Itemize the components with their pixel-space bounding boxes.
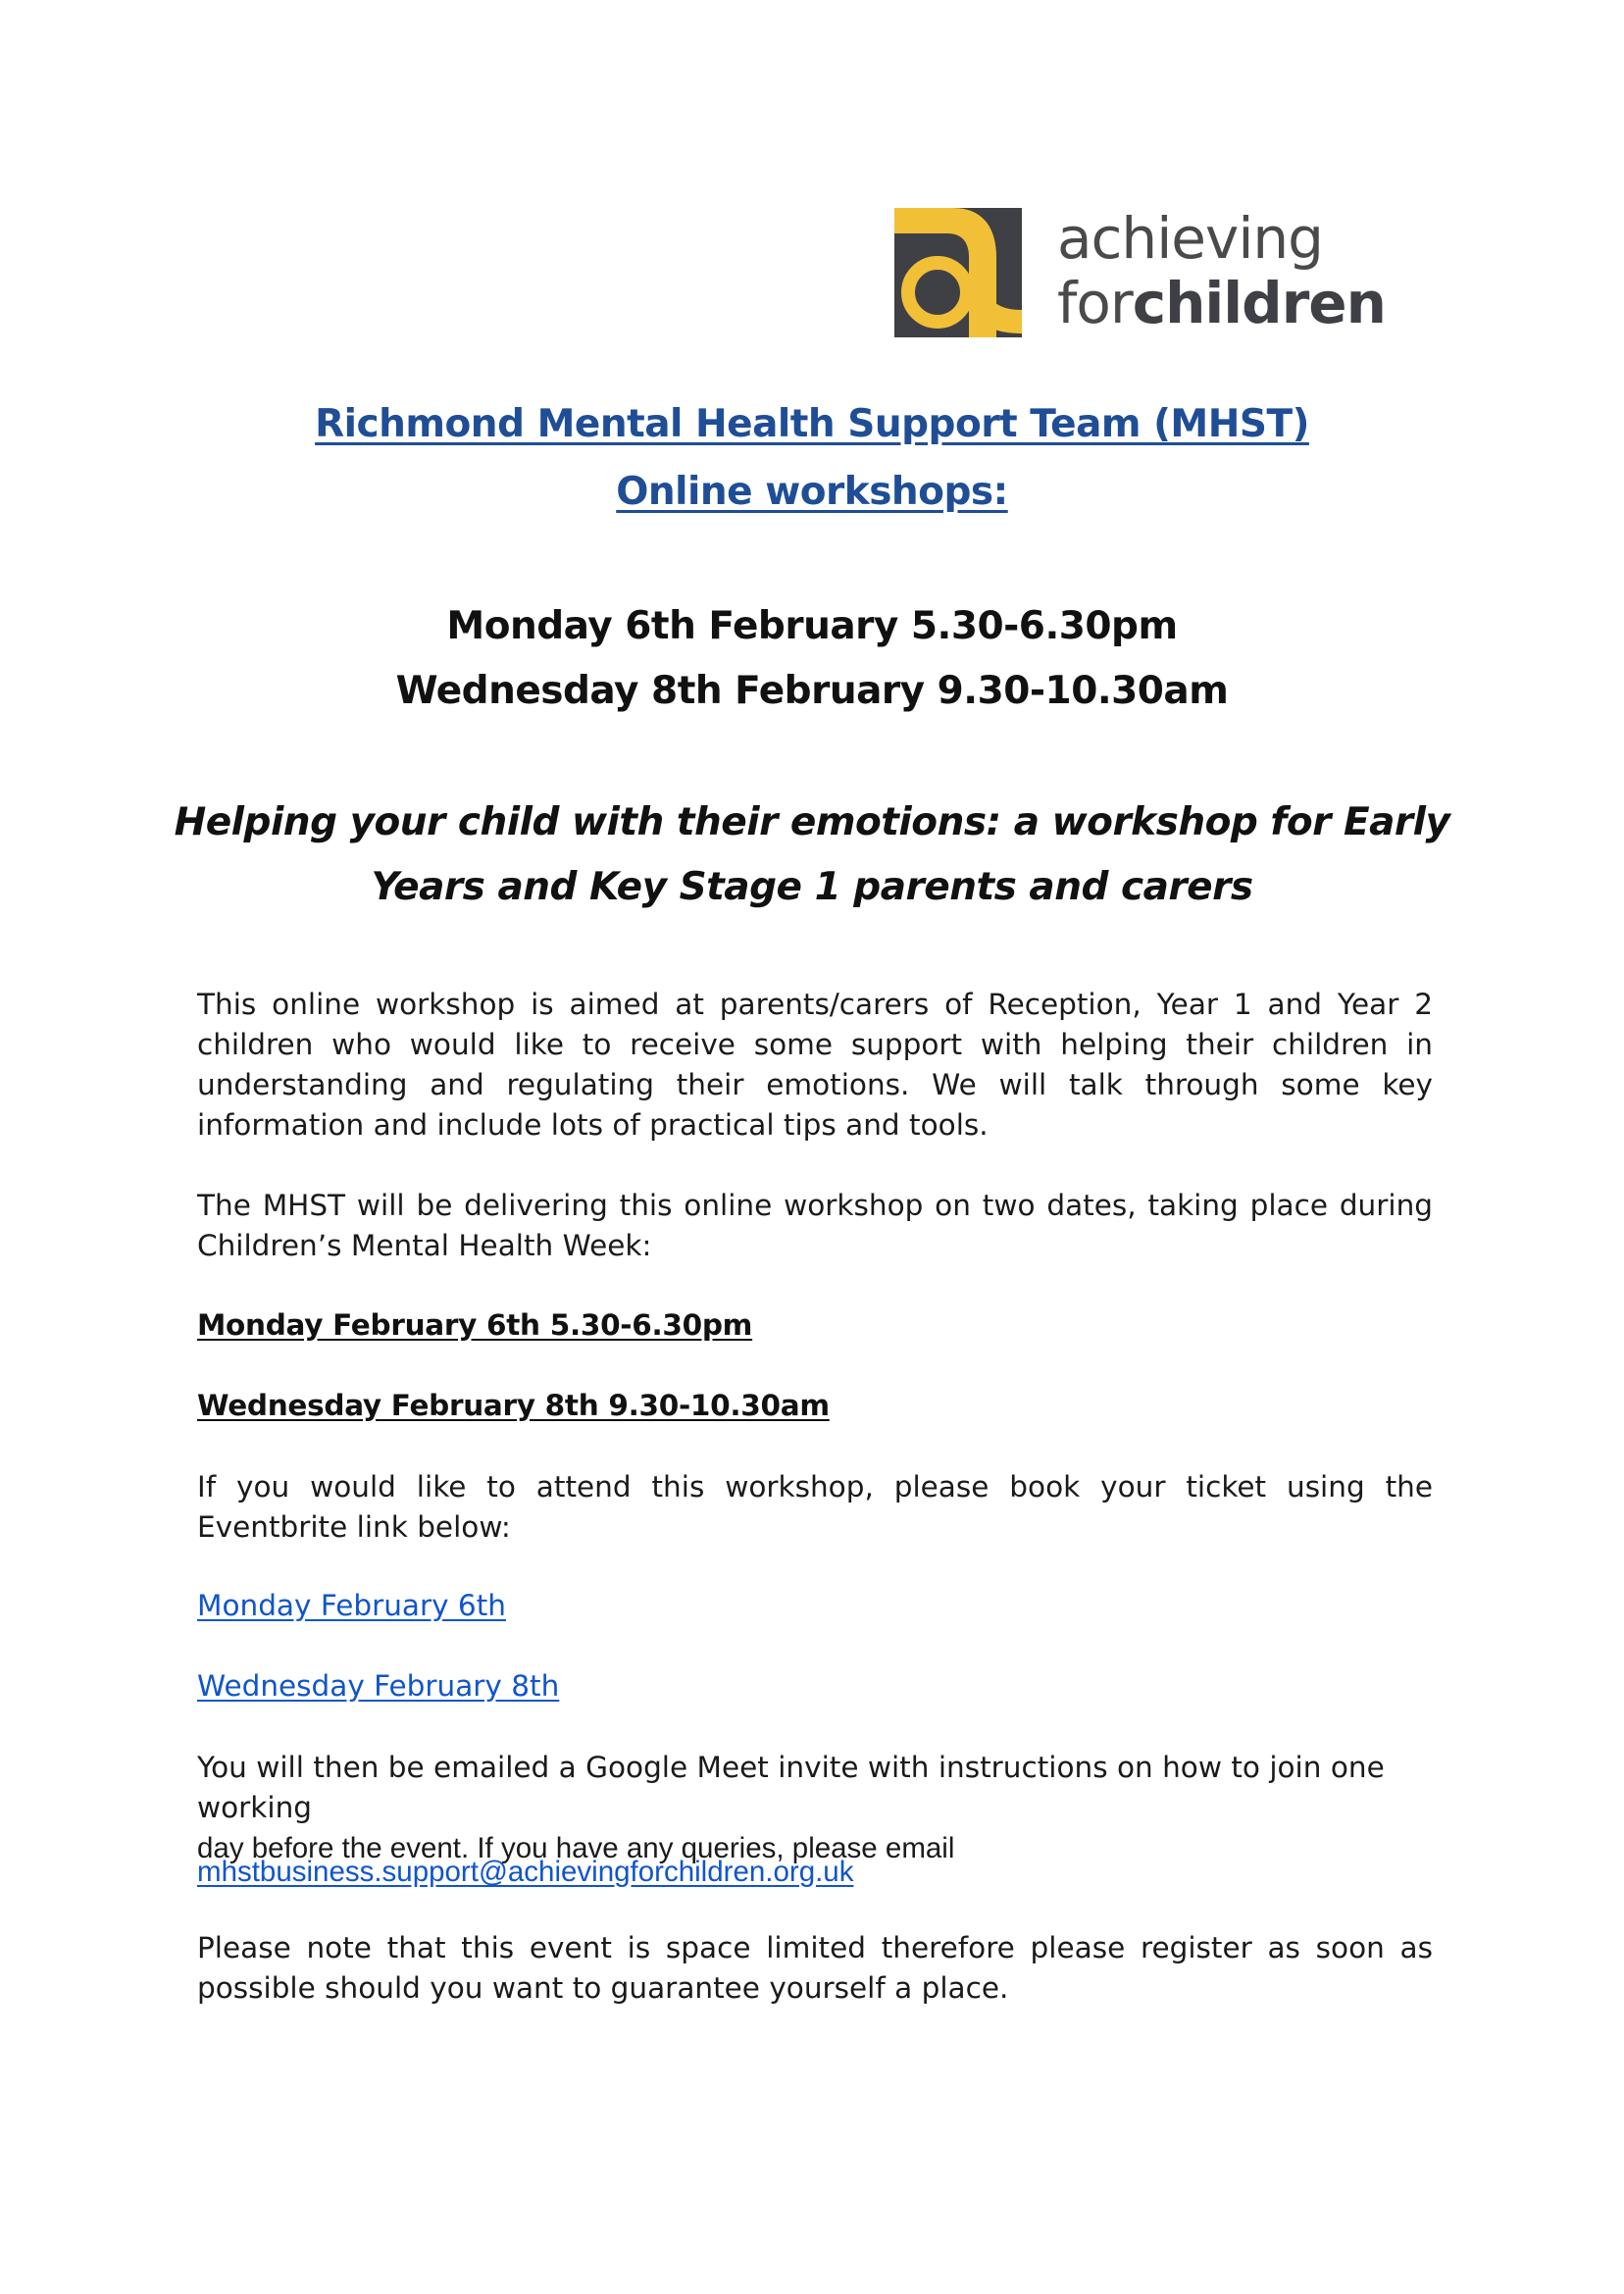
eventbrite-link-monday[interactable]: Monday February 6th — [197, 1589, 506, 1622]
delivery-paragraph: The MHST will be delivering this online workshop on two dates, taking place during Children’s Mental Health Week: — [197, 1189, 1433, 1262]
workshop-subtitle-line1: Helping your child with their emotions: a workshop for Early — [174, 800, 1450, 844]
page-title-line2: Online workshops: — [616, 470, 1008, 514]
eventbrite-link-wednesday[interactable]: Wednesday February 8th — [197, 1669, 560, 1703]
logo-line2 — [1057, 271, 1386, 335]
workshop-date-2: Wednesday February 8th 9.30-10.30am — [197, 1389, 830, 1422]
workshop-subtitle-line2: Years and Key Stage 1 parents and carers — [371, 865, 1253, 909]
support-email-link[interactable]: mhstbusiness.support@achievingforchildren.org.uk — [197, 1856, 854, 1888]
afc-logo-mark-icon — [894, 208, 1022, 337]
event-date-line1: Monday 6th February 5.30-6.30pm — [446, 604, 1178, 648]
booking-paragraph: If you would like to attend this workshop, please book your ticket using the Eventbrite link below: — [197, 1470, 1433, 1544]
invite-paragraph — [197, 1748, 1433, 1868]
page-title-line1: Richmond Mental Health Support Team (MHST) — [315, 402, 1309, 446]
logo-line1: achieving — [1057, 205, 1324, 272]
event-date-line2: Wednesday 8th February 9.30-10.30am — [395, 669, 1229, 713]
achieving-for-children-logo — [894, 205, 1424, 341]
logo-line2-children: children — [1132, 270, 1386, 336]
note-paragraph: Please note that this event is space limited therefore please register as soon as possible should you want to guarantee yourself a place. — [197, 1931, 1433, 2005]
logo-line2-for: for — [1057, 270, 1133, 336]
logo-wordmark — [1057, 206, 1386, 335]
invite-line1: You will then be emailed a Google Meet invite with instructions on how to join one working — [197, 1751, 1385, 1824]
intro-paragraph: This online workshop is aimed at parents/carers of Reception, Year 1 and Year 2 children who would like to receive some support with helping their children in understanding and regulating their emotions. We will talk through some key information and include lots of practical tips and tools. — [197, 988, 1433, 1142]
invite-line2: day before the event. If you have any queries, please email — [197, 1832, 955, 1864]
workshop-date-1: Monday February 6th 5.30-6.30pm — [197, 1308, 753, 1342]
